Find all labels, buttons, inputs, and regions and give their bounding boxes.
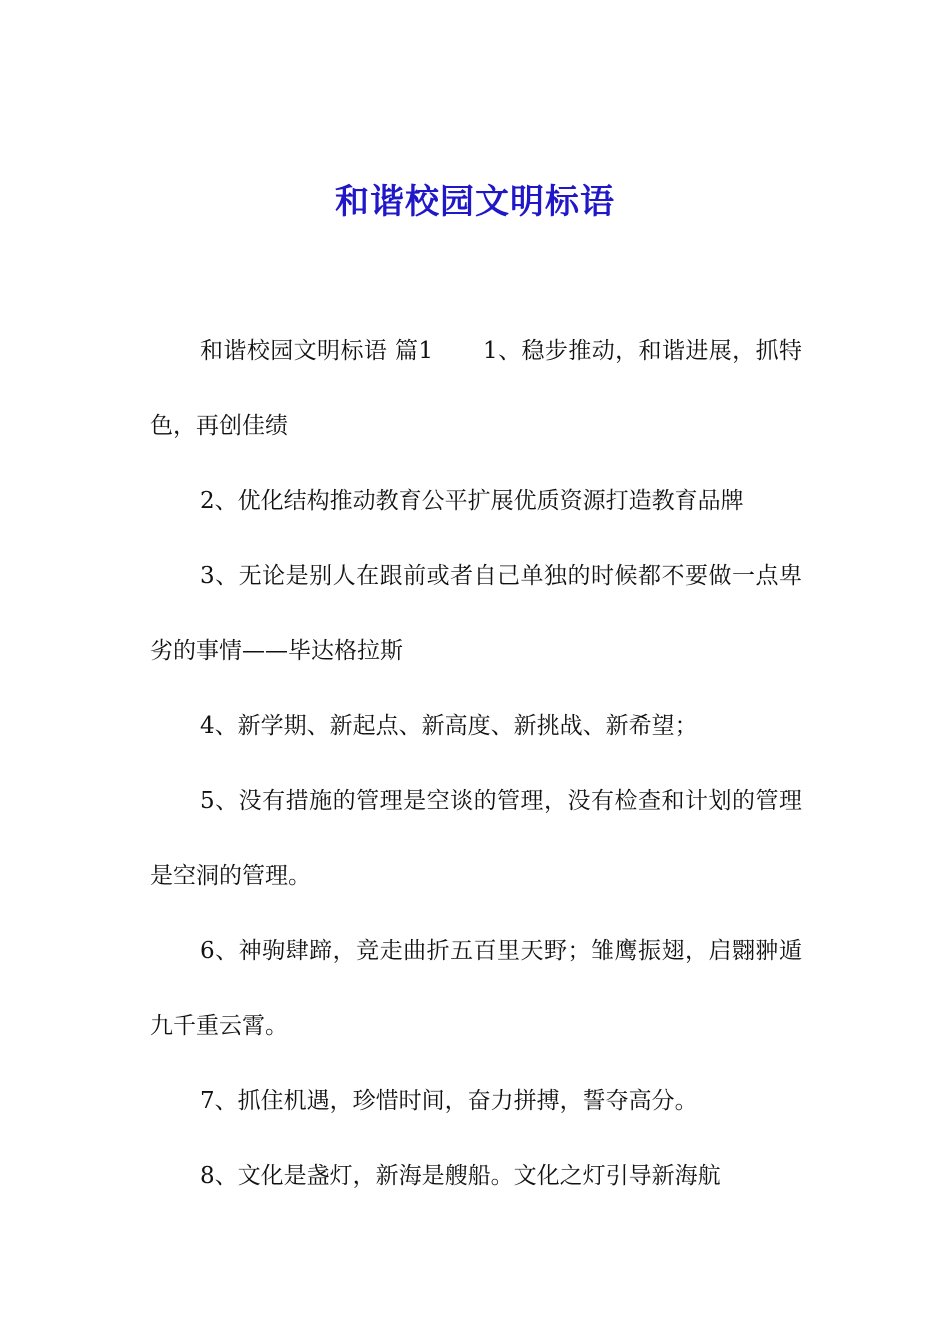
document-body bbox=[150, 314, 802, 1214]
slogan-item-5: 5、没有措施的管理是空谈的管理，没有检查和计划的管理是空洞的管理。 bbox=[150, 788, 802, 889]
paragraph-1 bbox=[150, 314, 802, 464]
slogan-item-7: 7、抓住机遇，珍惜时间，奋力拼搏，誓夺高分。 bbox=[200, 1088, 698, 1114]
section-heading: 和谐校园文明标语 篇1 bbox=[200, 338, 434, 364]
slogan-item-3: 3、无论是别人在跟前或者自己单独的时候都不要做一点卑劣的事情——毕达格拉斯 bbox=[150, 563, 802, 664]
slogan-item-1: 1、稳步推动，和谐进展，抓特色，再创佳绩 bbox=[150, 338, 802, 439]
paragraph-7 bbox=[150, 1064, 802, 1139]
paragraph-5 bbox=[150, 764, 802, 914]
slogan-item-2: 2、优化结构推动教育公平扩展优质资源打造教育品牌 bbox=[200, 488, 744, 514]
paragraph-6 bbox=[150, 914, 802, 1064]
document-title: 和谐校园文明标语 bbox=[335, 182, 615, 222]
slogan-item-8: 8、文化是盏灯，新海是艘船。文化之灯引导新海航 bbox=[200, 1163, 721, 1189]
slogan-item-6: 6、神驹肆蹄，竞走曲折五百里天野；雏鹰振翅，启翾翀遁九千重云霄。 bbox=[150, 938, 802, 1039]
paragraph-3 bbox=[150, 539, 802, 689]
paragraph-2 bbox=[150, 464, 802, 539]
slogan-item-4: 4、新学期、新起点、新高度、新挑战、新希望； bbox=[200, 713, 698, 739]
paragraph-4 bbox=[150, 689, 802, 764]
paragraph-8 bbox=[150, 1139, 802, 1214]
